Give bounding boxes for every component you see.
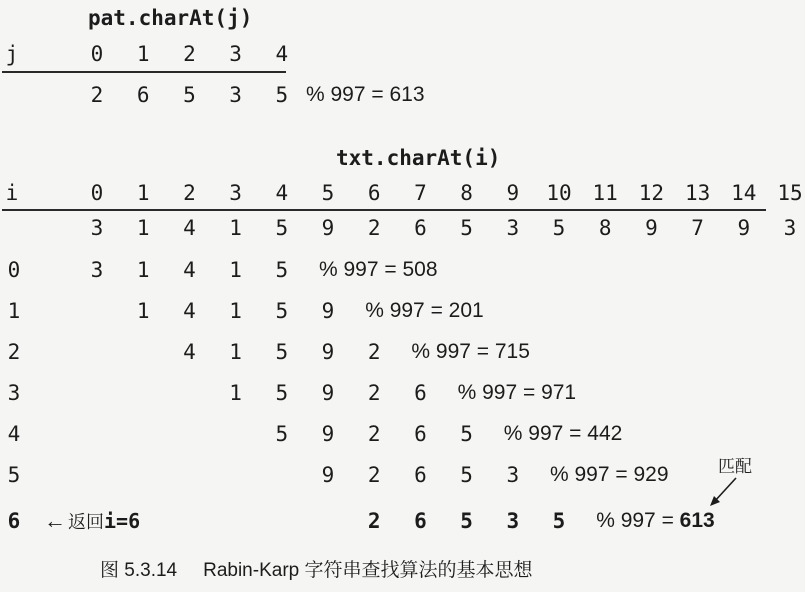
figure-title: Rabin-Karp 字符串查找算法的基本思想 xyxy=(203,560,533,581)
row-digit-cell: 1 xyxy=(229,258,242,282)
left-arrow-icon: ← xyxy=(44,508,66,533)
pattern-title: pat.charAt(j) xyxy=(88,6,253,30)
text-digit-cell: 4 xyxy=(183,216,196,240)
pattern-index-cell: 3 xyxy=(229,42,242,66)
text-digit-cell: 5 xyxy=(275,216,289,240)
row-label: 2 xyxy=(7,340,21,364)
text-digit-cell: 5 xyxy=(460,216,473,240)
text-digit-cell: 8 xyxy=(598,216,612,240)
row-digit-cell: 9 xyxy=(321,422,335,446)
text-index-cell: 4 xyxy=(275,181,289,205)
pattern-index-cell: 2 xyxy=(183,42,196,66)
row-digit-cell: 9 xyxy=(321,381,335,405)
row-digit-cell: 3 xyxy=(90,258,104,282)
text-index-cell: 6 xyxy=(367,181,381,205)
text-rule xyxy=(2,209,766,211)
pattern-digit-cell: 2 xyxy=(90,83,104,107)
pattern-index-cell: 1 xyxy=(136,42,150,66)
text-title: txt.charAt(i) xyxy=(336,146,501,170)
row-hash: % 997 = 201 xyxy=(365,299,484,322)
row-hash: % 997 = 715 xyxy=(411,340,530,363)
text-digit-cell: 2 xyxy=(367,216,381,240)
pattern-digit-cell: 5 xyxy=(183,83,196,107)
row-digit-cell: 2 xyxy=(367,463,381,487)
text-index-cell: 9 xyxy=(506,181,520,205)
row-hash-prefix: % 997 = xyxy=(596,509,680,532)
return-annotation xyxy=(44,508,140,534)
text-index-cell: 5 xyxy=(321,181,335,205)
text-index-cell: 7 xyxy=(414,181,427,205)
row-digit-cell: 4 xyxy=(183,340,196,364)
row-hash xyxy=(596,509,715,533)
row-digit-cell: 4 xyxy=(183,299,196,323)
text-index-label: i xyxy=(5,181,19,205)
text-index-cell: 12 xyxy=(638,181,665,205)
text-digit-cell: 3 xyxy=(783,216,797,240)
pattern-index-cell: 4 xyxy=(275,42,289,66)
text-digit-cell: 3 xyxy=(90,216,104,240)
text-index-cell: 14 xyxy=(731,181,757,205)
row-digit-cell: 2 xyxy=(367,381,381,405)
text-digit-cell: 3 xyxy=(506,216,520,240)
pattern-digit-cell: 6 xyxy=(136,83,150,107)
return-label: 返回 xyxy=(68,512,104,532)
text-digit-cell: 1 xyxy=(229,216,242,240)
row-digit-cell: 1 xyxy=(136,258,150,282)
return-index: i=6 xyxy=(104,509,141,533)
text-index-cell: 3 xyxy=(229,181,242,205)
pattern-digit-cell: 5 xyxy=(275,83,289,107)
row-label: 0 xyxy=(7,258,21,282)
row-digit-cell: 6 xyxy=(414,509,427,533)
row-digit-cell: 2 xyxy=(367,340,381,364)
row-digit-cell: 5 xyxy=(552,509,566,533)
text-digit-cell: 9 xyxy=(737,216,751,240)
row-hash: % 997 = 508 xyxy=(319,258,438,281)
row-digit-cell: 9 xyxy=(321,463,335,487)
row-digit-cell: 6 xyxy=(414,422,427,446)
row-label: 5 xyxy=(7,463,21,487)
text-digit-cell: 7 xyxy=(691,216,704,240)
row-label: 6 xyxy=(7,509,21,533)
row-digit-cell: 5 xyxy=(275,422,289,446)
row-label: 4 xyxy=(7,422,21,446)
row-digit-cell: 5 xyxy=(275,340,289,364)
text-index-cell: 2 xyxy=(183,181,196,205)
row-hash: % 997 = 971 xyxy=(457,381,577,404)
pattern-rule xyxy=(2,71,286,73)
row-digit-cell: 2 xyxy=(367,422,381,446)
text-index-cell: 11 xyxy=(592,181,618,205)
match-label: 匹配 xyxy=(718,457,752,476)
row-label: 1 xyxy=(7,299,21,323)
text-index-cell: 15 xyxy=(777,181,803,205)
row-digit-cell: 1 xyxy=(229,381,242,405)
row-digit-cell: 1 xyxy=(229,340,242,364)
row-hash: % 997 = 929 xyxy=(550,463,669,486)
row-digit-cell: 5 xyxy=(275,381,289,405)
row-digit-cell: 5 xyxy=(460,509,473,533)
row-digit-cell: 6 xyxy=(414,381,427,405)
row-digit-cell: 1 xyxy=(136,299,150,323)
row-digit-cell: 4 xyxy=(183,258,196,282)
row-digit-cell: 5 xyxy=(275,258,289,282)
text-index-cell: 1 xyxy=(136,181,150,205)
match-arrow-icon xyxy=(706,474,742,508)
row-digit-cell: 6 xyxy=(414,463,427,487)
row-digit-cell: 5 xyxy=(275,299,289,323)
row-digit-cell: 2 xyxy=(367,509,381,533)
text-index-cell: 0 xyxy=(90,181,104,205)
row-digit-cell: 9 xyxy=(321,340,335,364)
text-digit-cell: 5 xyxy=(552,216,566,240)
pattern-hash: % 997 = 613 xyxy=(306,83,425,106)
row-digit-cell: 5 xyxy=(460,463,473,487)
row-digit-cell: 3 xyxy=(506,463,520,487)
row-digit-cell: 3 xyxy=(506,509,520,533)
row-hash: % 997 = 442 xyxy=(503,422,623,445)
figure-number: 图 5.3.14 xyxy=(100,560,178,581)
pattern-index-label: j xyxy=(5,42,19,66)
text-digit-cell: 9 xyxy=(645,216,658,240)
row-hash-match-value: 613 xyxy=(679,509,715,532)
text-digit-cell: 9 xyxy=(321,216,335,240)
row-label: 3 xyxy=(7,381,21,405)
text-index-cell: 13 xyxy=(684,181,711,205)
text-digit-cell: 6 xyxy=(414,216,427,240)
text-index-cell: 8 xyxy=(460,181,473,205)
row-digit-cell: 9 xyxy=(321,299,335,323)
figure-caption xyxy=(100,555,533,582)
row-digit-cell: 1 xyxy=(229,299,242,323)
pattern-digit-cell: 3 xyxy=(229,83,242,107)
text-index-cell: 10 xyxy=(546,181,572,205)
pattern-index-cell: 0 xyxy=(90,42,104,66)
row-digit-cell: 5 xyxy=(460,422,473,446)
text-digit-cell: 1 xyxy=(136,216,150,240)
